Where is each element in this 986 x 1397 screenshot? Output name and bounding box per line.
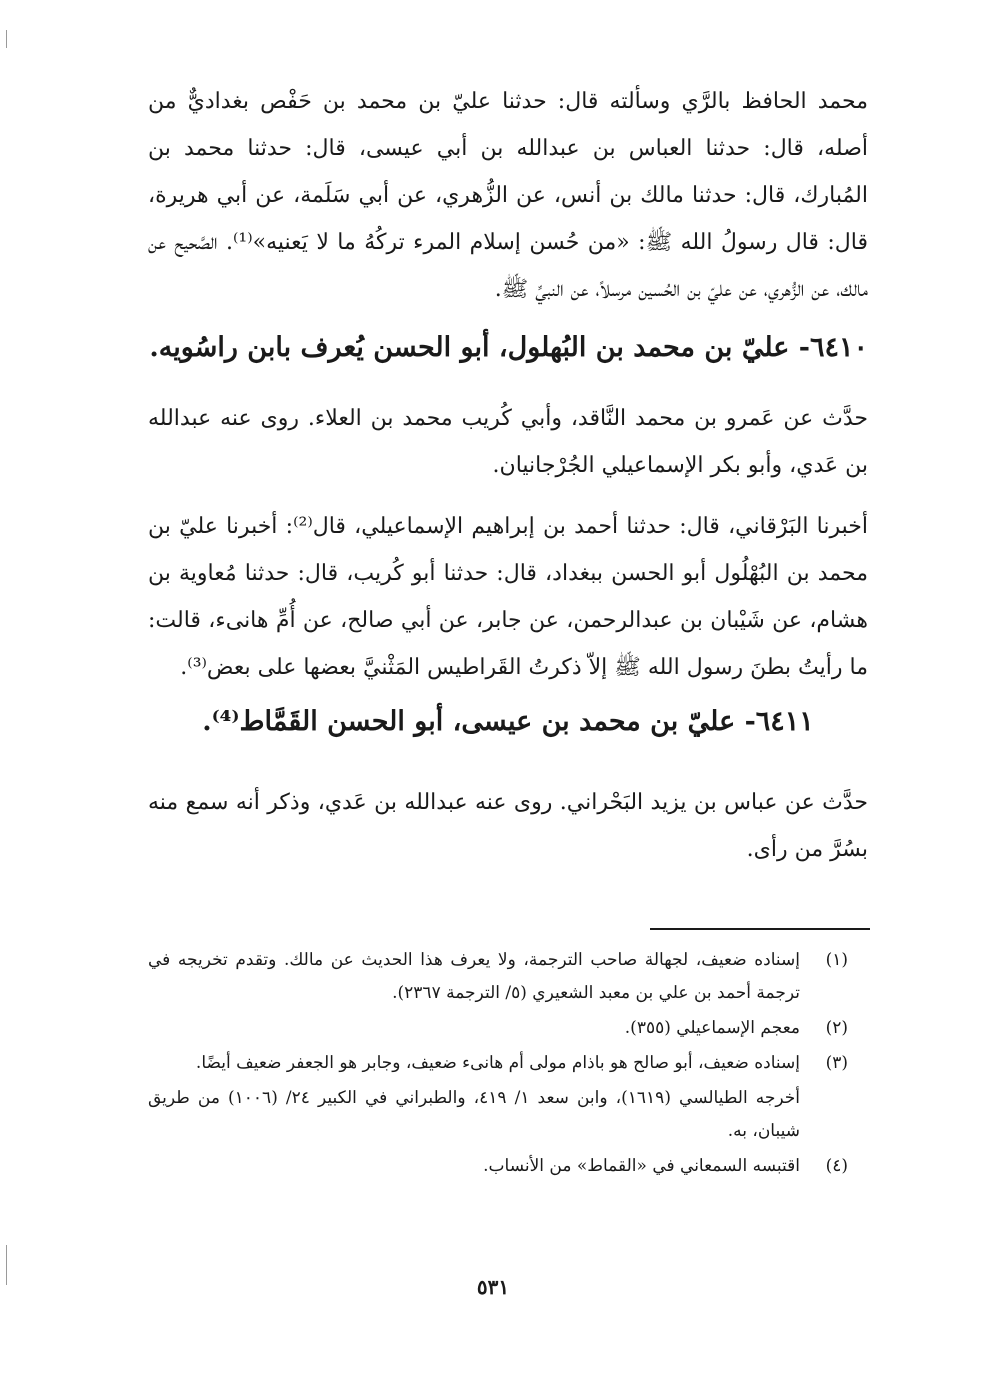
footnote-3-continuation: أخرجه الطيالسي (١٦١٩)، وابن سعد ١/ ٤١٩، والطبراني في الكبير ٢٤/ (١٠٠٦) من طريق شيبان، به. <box>148 1088 800 1141</box>
paragraph-intro: محمد الحافظ بالرَّي وسألته قال: حدثنا عليّ بن محمد بن حَفْص بغداديٌّ من أصله، قال: حدثنا العباس بن عبدالله بن أبي عيسى، قال: حدثنا محمد بن المُبارك، قال: حدثنا مالك بن أنس، عن الزُّهري، عن أبي سَلَمة، عن أبي هريرة، قال: قال رسولُ الله ﷺ: «من حُسن إسلام المرء تركُهُ ما لا يَعنيه»⁽¹⁾. الصَّحيح عن مالك، عن الزُّهري، عن عليّ بن الحُسين مرسلاً، عن النبيِّ ﷺ. <box>148 89 868 302</box>
entry-heading-6411: ٦٤١١- عليّ بن محمد بن عيسى، أبو الحسن القَمَّاط⁽⁴⁾. <box>202 706 814 737</box>
entry-6410-paragraph-1: حدَّث عن عَمرو بن محمد النَّاقد، وأبي كُريب محمد بن العلاء. روى عنه عبدالله بن عَدي، وأبو بكر الإسماعيلي الجُرْجانيان. <box>148 406 868 478</box>
main-text <box>148 78 868 873</box>
footnote-text: إسناده ضعيف، لجهالة صاحب الترجمة، ولا يعرف هذا الحديث عن مالك. وتقدم تخريجه في ترجمة أحمد بن علي بن معبد الشعيري (٥/ الترجمة ٢٣٦٧). <box>148 950 800 1003</box>
footnote-1 <box>148 944 848 1010</box>
footnote-4 <box>148 1150 848 1183</box>
footnote-text: إسناده ضعيف، أبو صالح هو باذام مولى أم هانىء ضعيف، وجابر هو الجعفر ضعيف أيضًا. <box>195 1053 800 1073</box>
footnote-separator <box>650 928 870 930</box>
footnote-3 <box>148 1047 848 1080</box>
page-number: ٥٣١ <box>476 1275 510 1299</box>
scan-edge-mark-top <box>6 30 7 48</box>
spacer <box>148 489 868 503</box>
entry-heading-6410: ٦٤١٠- عليّ بن محمد بن البُهلول، أبو الحسن يُعرف بابن راسُويه. <box>149 332 868 363</box>
footnote-number: (١) <box>825 950 848 970</box>
entry-6411-paragraph-1: حدَّث عن عباس بن يزيد البَحْراني. روى عنه عبدالله بن عَدي، وذكر أنه سمع منه بسُرَّ من رأى. <box>148 790 868 862</box>
footnote-2 <box>148 1012 848 1045</box>
footnote-number: (٢) <box>825 1018 848 1038</box>
entry-6410-paragraph-2: أخبرنا البَرْقاني، قال: حدثنا أحمد بن إبراهيم الإسماعيلي، قال⁽²⁾: أخبرنا عليّ بن محمد بن البُهْلُول أبو الحسن ببغداد، قال: حدثنا أبو كُريب، قال: حدثنا مُعاوية بن هشام، عن شَيْبان بن عبدالرحمن، عن جابر، عن أبي صالح، عن أُمِّ هانىء، قالت: ما رأيتُ بطنَ رسول الله ﷺ إلاّ ذكرتُ القَراطيس المَثْنيَّ بعضها على بعض⁽³⁾. <box>148 514 868 680</box>
footnote-number: (٣) <box>825 1053 848 1073</box>
footnote-number: (٤) <box>825 1156 848 1176</box>
footnotes <box>148 944 848 1185</box>
footnote-text: معجم الإسماعيلي (٣٥٥). <box>624 1018 800 1038</box>
footnote-text: اقتبسه السمعاني في «القماط» من الأنساب. <box>483 1156 800 1176</box>
